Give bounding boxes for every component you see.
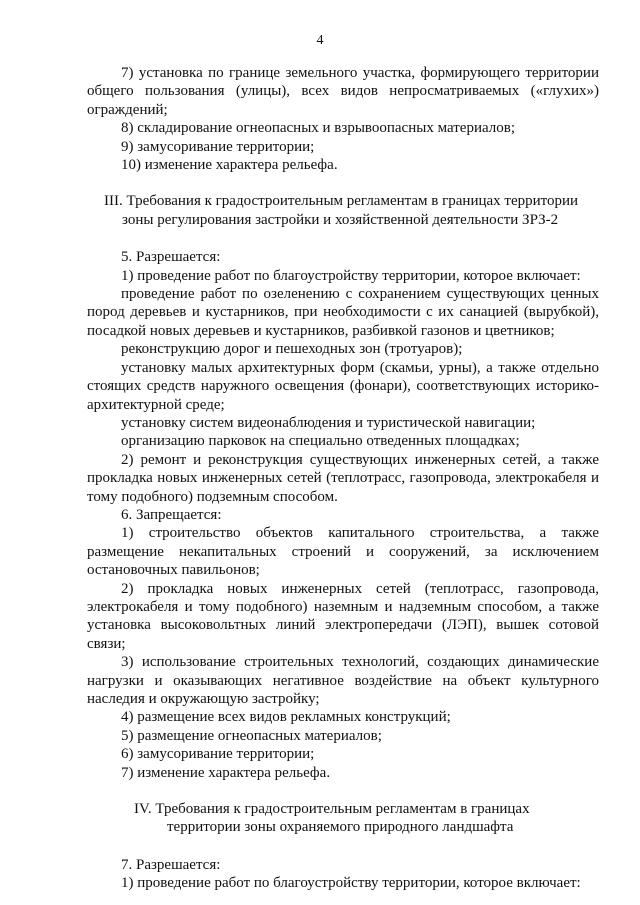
list-item: 1) проведение работ по благоустройству территории, которое включает: <box>121 875 581 892</box>
section-4-heading <box>87 800 599 837</box>
list-item: 5) размещение огнеопасных материалов; <box>121 727 382 744</box>
list-item: 6) замусоривание территории; <box>121 746 315 763</box>
list-item: 2) прокладка новых инженерных сетей (теплотрасс, газопровода, электрокабеля и тому подобного) наземным и надземным способом, а также установка высоковольтных линий электропередачи (ЛЭП), вышек сотовой связи; <box>87 580 599 652</box>
section-3-heading-line-1: III. Требования к градостроительным регламентам в границах территории <box>104 193 579 210</box>
list-item: 7) изменение характера рельефа. <box>121 764 331 781</box>
list-item: реконструкцию дорог и пешеходных зон (тротуаров); <box>121 341 463 358</box>
section-4-heading-line-1: IV. Требования к градостроительным регламентам в границах <box>134 801 530 818</box>
section-3-heading <box>87 192 599 229</box>
clause-6-prohibited: 6. Запрещается: <box>121 506 222 523</box>
list-item: 2) ремонт и реконструкция существующих инженерных сетей, а также прокладка новых инженерных сетей (теплотрасс, газопровода, электрокабеля и тому подобного) подземным способом. <box>87 451 599 505</box>
document-body <box>87 64 599 893</box>
list-item: установку систем видеонаблюдения и туристической навигации; <box>121 414 536 431</box>
list-item: проведение работ по озеленению с сохранением существующих ценных пород деревьев и кустарников, при необходимости с их санацией (вырубкой), посадкой новых деревьев и кустарников, разбивкой газонов и цветников; <box>87 286 599 339</box>
section-3-heading-line-2: зоны регулирования застройки и хозяйственной деятельности ЗРЗ-2 <box>122 211 559 228</box>
paragraph-item-10-relief: 10) изменение характера рельефа. <box>121 157 338 174</box>
paragraph-item-7-fence: 7) установка по границе земельного участка, формирующего территории общего пользования (улицы), всех видов непросматриваемых («глухих») ограждений; <box>87 65 599 118</box>
list-item: 4) размещение всех видов рекламных конструкций; <box>121 709 451 726</box>
list-item: 3) использование строительных технологий, создающих динамические нагрузки и оказывающих негативное воздействие на объект культурного наследия и окружающую застройку; <box>87 654 599 707</box>
paragraph-item-9-littering: 9) замусоривание территории; <box>121 138 315 155</box>
paragraph-item-8-storage: 8) складирование огнеопасных и взрывоопасных материалов; <box>121 120 515 137</box>
list-item: 1) строительство объектов капитального строительства, а также размещение некапитальных строений и сооружений, за исключением остановочных павильонов; <box>87 525 599 579</box>
page-number: 4 <box>316 33 324 48</box>
list-item: установку малых архитектурных форм (скамьи, урны), а также отдельно стоящих средств наружного освещения (фонари), соответствующих историко-архитектурной среде; <box>87 359 599 413</box>
list-item: 1) проведение работ по благоустройству территории, которое включает: <box>121 267 581 284</box>
clause-5-permitted: 5. Разрешается: <box>121 249 221 266</box>
list-item: организацию парковок на специально отведенных площадках; <box>121 433 520 450</box>
section-4-heading-line-2: территории зоны охраняемого природного ландшафта <box>167 819 514 836</box>
clause-7-permitted: 7. Разрешается: <box>121 856 221 873</box>
